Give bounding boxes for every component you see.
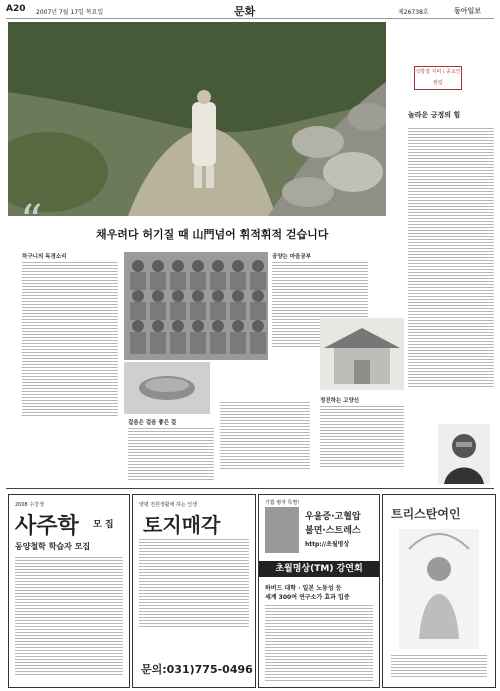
ad1-line: 동양철학 학습자 모집 <box>15 542 91 551</box>
page-header <box>6 2 494 19</box>
ad3-url: http://초월명상 <box>305 541 350 548</box>
ad-meditation <box>258 494 380 688</box>
author-portrait <box>438 424 490 484</box>
caption-2: 공양는 마음공부 <box>272 254 312 260</box>
ad1-top: 2008 수강생 <box>15 502 44 508</box>
ad-land <box>132 494 256 688</box>
sidebar-column-header <box>386 24 496 124</box>
column-text-right <box>408 128 494 389</box>
ad3-photo <box>265 507 299 553</box>
ad3-line1: 우울증·고혈압 <box>305 512 361 522</box>
page-number: A20 <box>6 4 26 14</box>
column-subtitle: 놀라운 긍정의 힘 <box>408 111 461 119</box>
caption-4: 정진하는 고양신 <box>320 398 360 404</box>
body-text-bottom-mid <box>220 402 310 471</box>
main-photo <box>8 22 386 216</box>
body-text-bottom-left <box>128 428 214 482</box>
ad3-line3: 하버드 대학 · 일본 노동성 등 <box>265 585 342 592</box>
quote-mark-icon: “ <box>20 196 43 247</box>
ad3-top: 기쁨 병자 특별! <box>265 500 300 506</box>
ad3-banner: 초월명상(TM) 강연회 <box>259 561 379 577</box>
newspaper-name: 동아일보 <box>454 7 482 15</box>
monks-photo <box>124 252 268 360</box>
ad2-body <box>139 539 249 629</box>
ad-divider <box>6 488 494 489</box>
ad2-top: 양평 전원생활에 하는 인생 <box>139 502 197 508</box>
ad4-illustration <box>399 529 479 649</box>
caption-3: 걸음은 걸음 좋은 걸 <box>128 420 177 426</box>
column-tag: 석방결 지비 / 종교인 칼럼 <box>414 66 462 90</box>
ad1-title: 사주학 <box>15 514 79 539</box>
article-headline: 채우려다 허기질 때 山門넘어 휘적휘적 걷습니다 <box>96 228 329 241</box>
ad3-line4: 세계 300여 연구소가 효과 입증 <box>265 594 350 601</box>
ad4-body <box>391 655 487 679</box>
ad2-phone: 문의:031)775-0496 <box>141 663 253 676</box>
temple-photo <box>320 318 404 390</box>
ad4-title: 트리스탄여인 <box>391 507 461 521</box>
ad3-body <box>265 605 373 683</box>
section-title: 문화 <box>234 5 256 18</box>
bowl-photo <box>124 362 210 414</box>
ad-book <box>382 494 496 688</box>
ad-saju <box>8 494 130 688</box>
ad2-title: 토지매각 <box>143 513 221 537</box>
body-text-left <box>22 262 118 418</box>
body-text-bottom-right <box>320 406 404 469</box>
caption-1: 하구니의 독경소리 <box>22 254 67 260</box>
ad1-body <box>15 557 123 677</box>
ad1-recruit: 모 집 <box>93 520 114 530</box>
issue-number: 제26738호 <box>398 9 429 16</box>
issue-date: 2007년 7월 17일 목요일 <box>36 9 104 16</box>
ad3-line2: 불면·스트레스 <box>305 526 361 536</box>
